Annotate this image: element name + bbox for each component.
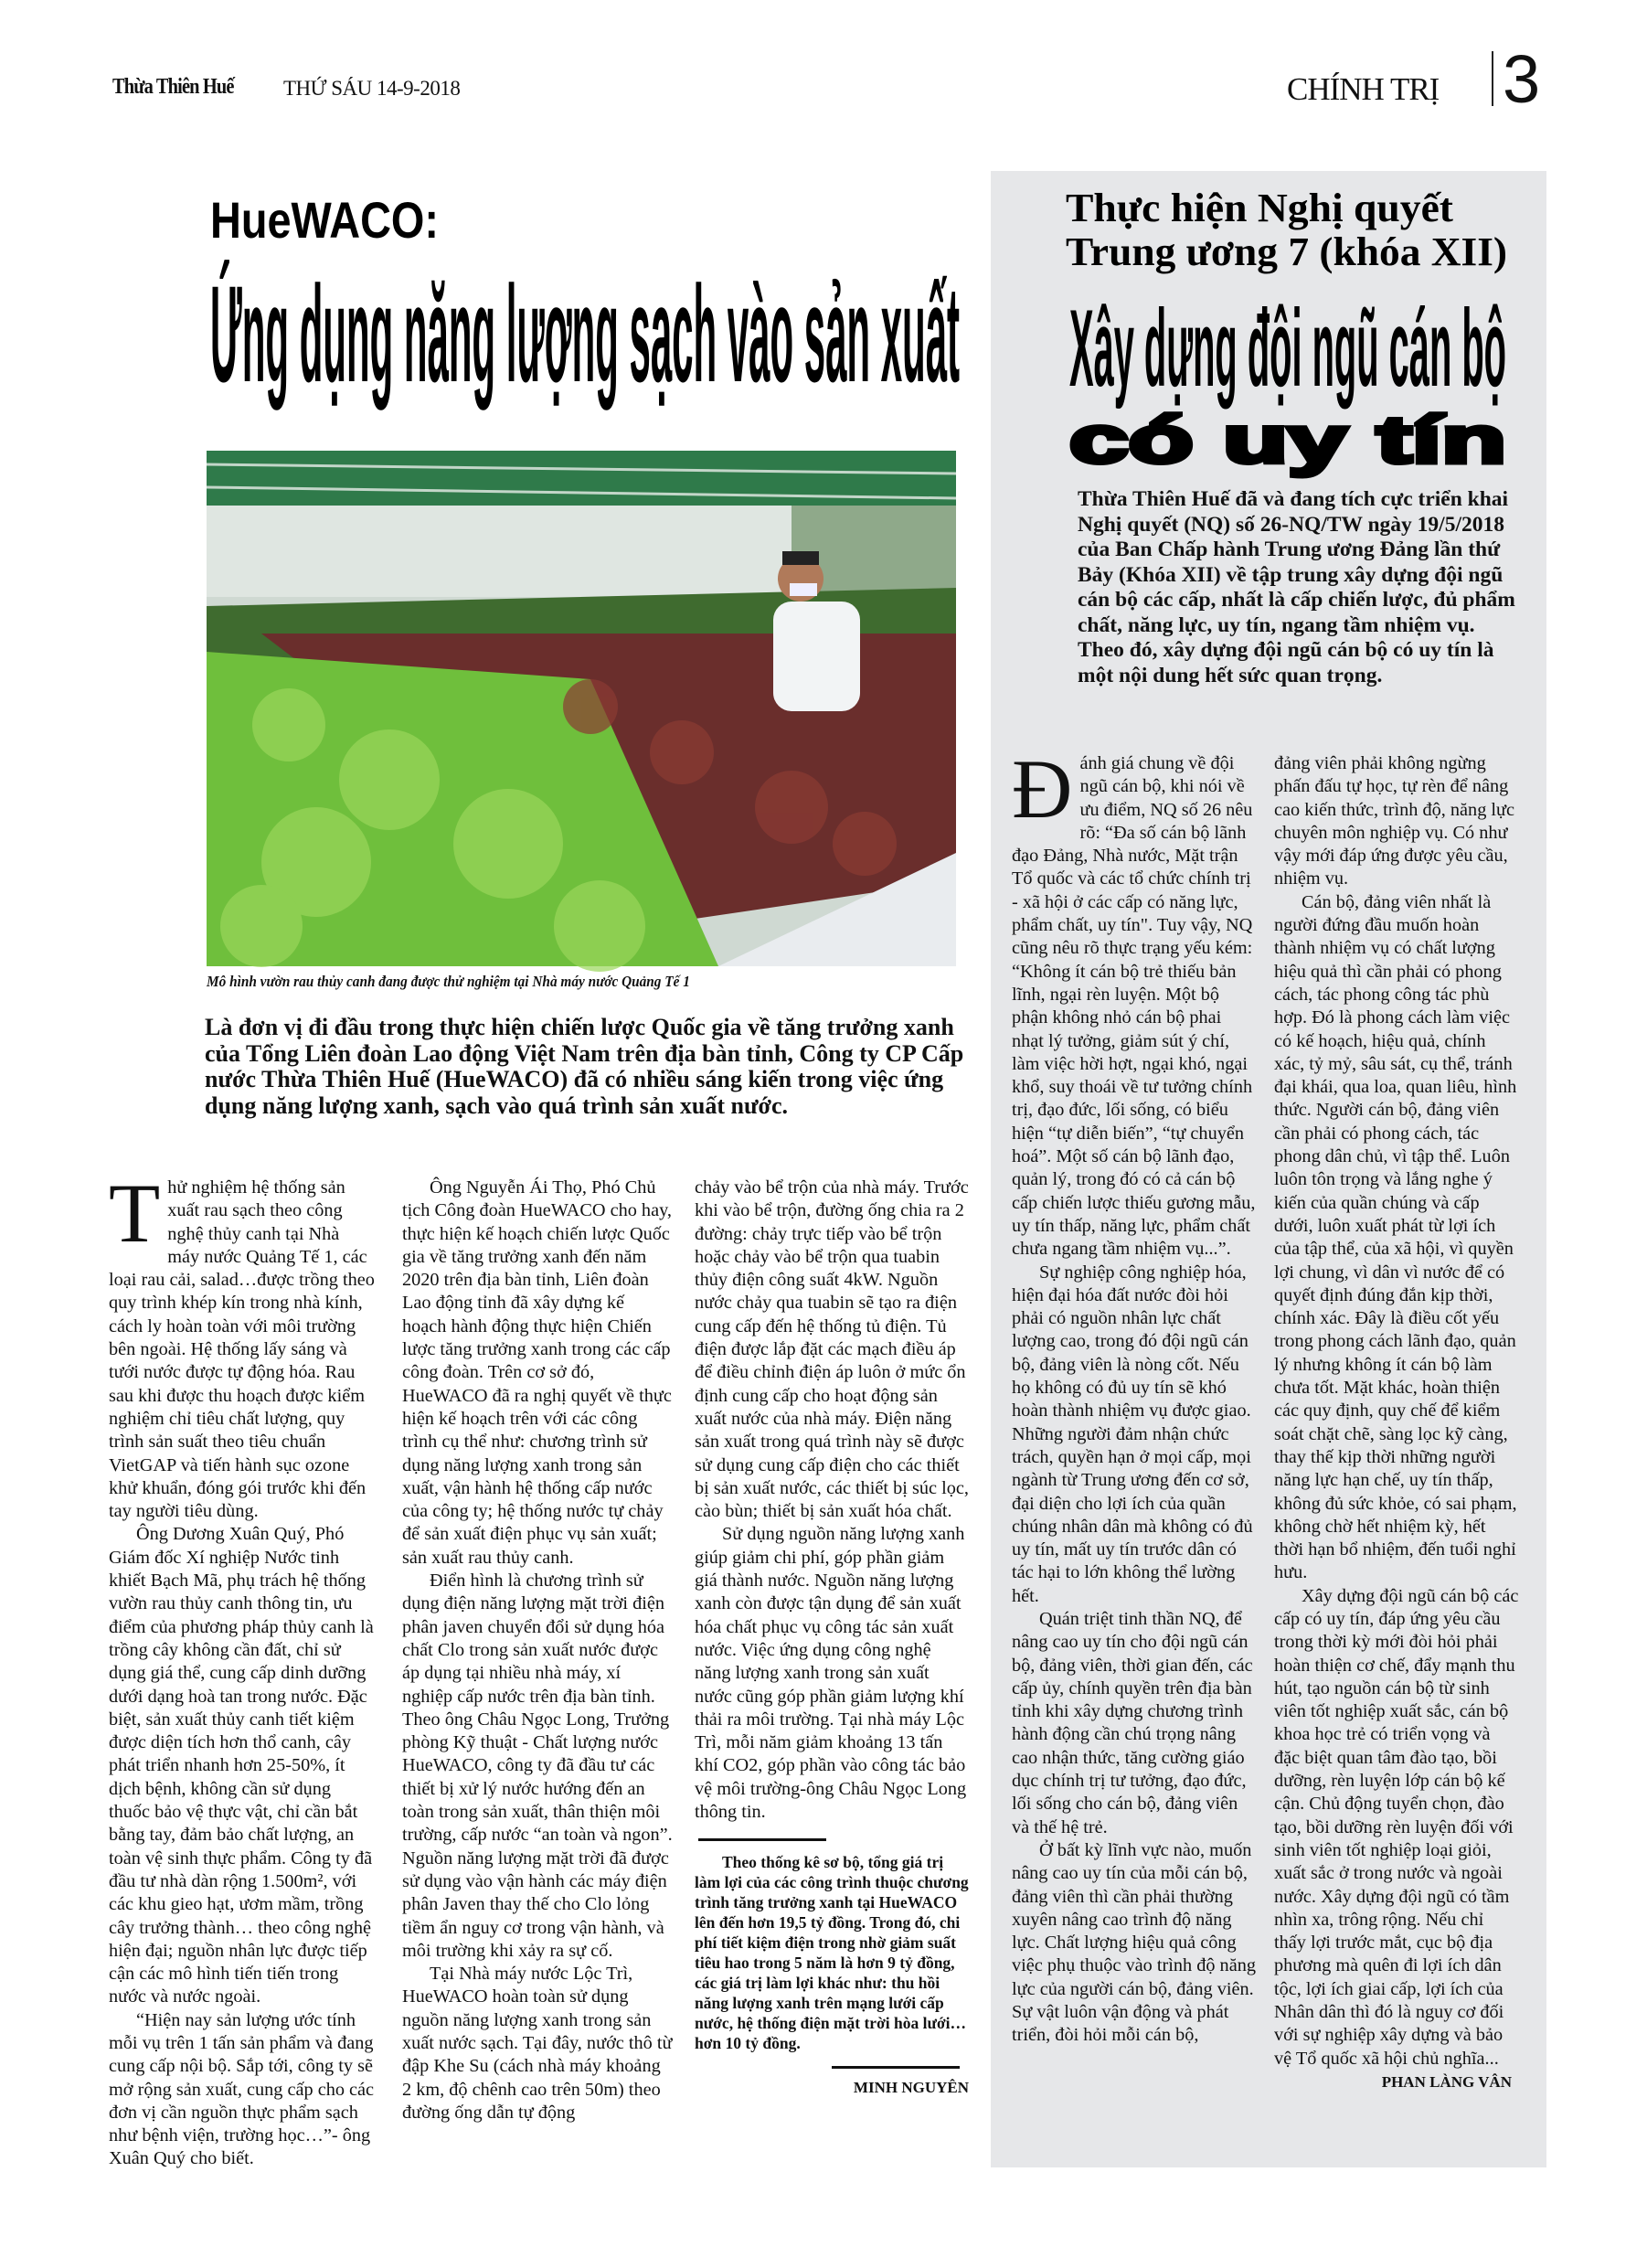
paragraph: Thử nghiệm hệ thống sản xuất rau sạch theo công nghệ thủy canh tại Nhà máy nước Quảng Tế 1, các loại rau cải, salad…được trồng theo quy trình khép kín trong nhà kính, cách ly hoàn toàn với môi trường bên ngoài. Hệ thống lấy sáng và tưới nước được tự động hóa. Rau sau khi được thu hoạch được kiểm nghiệm chỉ tiêu chất lượng, quy trình sản suất theo tiêu chuẩn VietGAP và tiến hành sục ozone khử khuẩn, đóng gói trước khi đến tay người tiêu dùng. <box>109 1166 375 1522</box>
left-kicker-text: HueWACO: <box>210 191 439 249</box>
right-headline-line-2: có uy tín <box>1069 404 1506 477</box>
right-column-2 <box>1274 752 1519 2093</box>
issue-date: THỨ SÁU 14-9-2018 <box>283 77 461 100</box>
left-column-2 <box>402 1177 673 2124</box>
paragraph: Cán bộ, đảng viên nhất là người đứng đầu muốn hoàn thành nhiệm vụ có chất lượng hiệu quả thì cần phải có phong cách, tác phong công tác phù hợp. Đó là phong cách làm việc có kế hoạch, hiệu quả, chính xác, tỷ mỷ, sâu sát, cụ thể, tránh đại khái, qua loa, quan liêu, hình thức. Người cán bộ, đảng viên cần phải có phong cách, tác phong dân chủ, vì tập thể. Luôn luôn tôn trọng và lắng nghe ý kiến của quần chúng và cấp dưới, luôn xuất phát từ lợi ích của tập thể, của xã hội, vì quyền lợi chung, vì dân vì nước để có quyết định đúng đắn kịp thời, chính xác. Đây là điều cốt yếu trong phong cách lãnh đạo, quản lý nhưng không ít cán bộ làm chưa tốt. Mặt khác, hoàn thiện các quy định, quy chế để kiểm soát chặt chẽ, sàng lọc kỹ càng, thay thế kịp thời những người năng lực hạn chế, uy tín thấp, không đủ sức khỏe, có sai phạm, không chờ hết nhiệm kỳ, hết thời hạn bổ nhiệm, đến tuổi nghỉ hưu. <box>1274 891 1517 1583</box>
paragraph: chảy vào bể trộn của nhà máy. Trước khi vào bể trộn, đường ống chia ra 2 đường: chảy trực tiếp vào bể trộn hoặc chảy vào bể trộn qua tuabin thủy điện công suất 4kW. Nguồn nước chảy qua tuabin sẽ tạo ra điện cung cấp đến hệ thống tủ điện. Tủ điện được lắp đặt các mạch điều áp để điều chỉnh điện áp luôn ở mức ổn định cung cấp cho hoạt động sản xuất nước của nhà máy. Điện năng sản xuất trong quá trình này sẽ được sử dụng cung cấp điện cho các thiết bị sản xuất nước, các thiết bị súc lọc, cào bùn; thiết bị sản xuất hóa chất. <box>695 1177 969 1522</box>
paragraph: Ông Dương Xuân Quý, Phó Giám đốc Xí nghiệp Nước tinh khiết Bạch Mã, phụ trách hệ thống vườn rau thủy canh thông tin, ưu điểm của phương pháp thủy canh là trồng cây không cần đất, chỉ sử dụng giá thể, cung cấp dinh dưỡng dưới dạng hoà tan trong nước. Đặc biệt, sản xuất thủy canh tiết kiệm được diện tích hơn thổ canh, cây phát triển nhanh hơn 25-50%, ít dịch bệnh, không cần sử dụng thuốc bảo vệ thực vật, chỉ cần bắt bằng tay, đảm bảo chất lượng, an toàn vệ sinh thực phẩm. Công ty đã đầu tư nhà dàn rộng 1.500m², với các khu gieo hạt, ươm mầm, trồng cây trưởng thành… theo công nghệ hiện đại; nguồn nhân lực được tiếp cận các mô hình tiến tiến trong nước và nước ngoài. <box>109 1524 374 2007</box>
right-headline <box>1069 283 1526 477</box>
paragraph: Đánh giá chung về đội ngũ cán bộ, khi nói về ưu điểm, NQ số 26 nêu rõ: “Đa số cán bộ lãnh đạo Đảng, Nhà nước, Mặt trận Tổ quốc và các tổ chức chính trị - xã hội ở các cấp có năng lực, phẩm chất, uy tín". Tuy vậy, NQ cũng nêu rõ thực trạng yếu kém: “Không ít cán bộ trẻ thiếu bản lĩnh, ngại rèn luyện. Một bộ phận không nhỏ cán bộ phai nhạt lý tưởng, giảm sút ý chí, làm việc hời hợt, ngại khó, ngại khổ, suy thoái về tư tưởng chính trị, đạo đức, lối sống, có biểu hiện “tự diễn biến”, “tự chuyển hoá”. Một số cán bộ lãnh đạo, quản lý, trong đó có cả cán bộ cấp chiến lược thiếu gương mẫu, uy tín thấp, năng lực, phẩm chất chưa ngang tầm nhiệm vụ...”. <box>1012 742 1256 1260</box>
photo-caption: Mô hình vườn rau thủy canh đang được thử nghiệm tại Nhà máy nước Quảng Tế 1 <box>207 973 690 990</box>
paragraph: đảng viên phải không ngừng phấn đấu tự học, tự rèn để nâng cao kiến thức, trình độ, năng lực chuyên môn nghiệp vụ. Có như vậy mới đáp ứng được yêu cầu, nhiệm vụ. <box>1274 753 1515 889</box>
left-lead: Là đơn vị đi đầu trong thực hiện chiến lược Quốc gia về tăng trưởng xanh của Tổng Liên đoàn Lao động Việt Nam trên địa bàn tỉnh, Công ty CP Cấp nước Thừa Thiên Huế (HueWACO) đã có nhiều sáng kiến trong việc ứng dụng năng lượng xanh, sạch vào quá trình sản xuất nước. <box>205 1014 964 1119</box>
right-headline-line-1: Xây dựng đội ngũ cán bộ <box>1069 287 1506 410</box>
paragraph: Ông Nguyễn Ái Thọ, Phó Chủ tịch Công đoàn HueWACO cho hay, thực hiện kế hoạch chiến lược Quốc gia về tăng trưởng xanh đến năm 2020 trên địa bàn tỉnh, Liên đoàn Lao động tỉnh đã xây dựng kế hoạch hành động thực hiện Chiến lược tăng trưởng xanh trong các cấp công đoàn. Trên cơ sở đó, HueWACO đã ra nghị quyết về thực hiện kế hoạch trên với các công trình cụ thể như: chương trình sử dụng năng lượng xanh trong sản xuất, vận hành hệ thống cấp nước của công ty; hệ thống nước tự chảy để sản xuất điện phục vụ sản xuất; sản xuất rau thủy canh. <box>402 1177 672 1568</box>
section-title: CHÍNH TRỊ <box>1287 71 1440 107</box>
header-divider <box>1492 51 1493 106</box>
right-kicker <box>1066 183 1523 274</box>
box-rule-top <box>698 1838 826 1841</box>
hydroponic-greenhouse-photo <box>207 451 956 966</box>
page-number: 3 <box>1503 41 1541 117</box>
right-column-1 <box>1012 742 1257 2048</box>
right-kicker-line-2: Trung ương 7 (khóa XII) <box>1066 229 1507 274</box>
author-byline: MINH NGUYÊN <box>853 2079 969 2097</box>
paragraph: Xây dựng đội ngũ cán bộ các cấp có uy tín, đáp ứng yêu cầu trong thời kỳ mới đòi hỏi phải hoàn thiện cơ chế, đẩy mạnh thu hút, tạo nguồn cán bộ từ sinh viên tốt nghiệp xuất sắc, cán bộ khoa học trẻ có triển vọng và đặc biệt quan tâm đào tạo, bồi dưỡng, rèn luyện lớp cán bộ kế cận. Chủ động tuyển chọn, đào tạo, bồi dưỡng rèn luyện đối với sinh viên tốt nghiệp loại giỏi, xuất sắc ở trong nước và ngoài nước. Xây dựng đội ngũ có tầm nhìn xa, trông rộng. Nếu chỉ thấy lợi trước mắt, cục bộ địa phương mà quên đi lợi ích dân tộc, lợi ích giai cấp, lợi ích của Nhân dân thì đó là nguy cơ đối với sự nghiệp xây dựng và bảo vệ Tổ quốc xã hội chủ nghĩa... <box>1274 1585 1519 2069</box>
paragraph: Quán triệt tinh thần NQ, để nâng cao uy tín cho đội ngũ cán bộ, đảng viên, thời gian đến, các cấp ủy, chính quyền trên địa bàn tỉnh khi xây dựng chương trình hành động cần chú trọng nâng cao nhận thức, tăng cường giáo dục chính trị tư tưởng, đạo đức, lối sống cho cán bộ, đảng viên và thế hệ trẻ. <box>1012 1608 1253 1837</box>
paragraph: Sử dụng nguồn năng lượng xanh giúp giảm chi phí, góp phần giảm giá thành nước. Nguồn năng lượng xanh còn được tận dụng để sản xuất hóa chất phục vụ công tác sản xuất nước. Việc ứng dụng công nghệ năng lượng xanh trong sản xuất nước cũng góp phần giảm lượng khí thải ra môi trường. Tại nhà máy Lộc Trì, mỗi năm giảm khoảng 13 tấn khí CO2, góp phần vào công tác bảo vệ môi trường-ông Châu Ngọc Long thông tin. <box>695 1524 967 1823</box>
left-kicker <box>210 191 448 249</box>
left-column-1 <box>109 1166 376 2171</box>
author-byline: PHAN LÀNG VÂN <box>1381 2072 1512 2091</box>
box-rule-bottom <box>832 2066 960 2069</box>
paragraph: Điển hình là chương trình sử dụng điện năng lượng mặt trời điện phân javen chuyển đổi sử dụng hóa chất Clo trong sản xuất nước được áp dụng tại nhiều nhà máy, xí nghiệp cấp nước trên địa bàn tỉnh. Theo ông Châu Ngọc Long, Trưởng phòng Kỹ thuật - Chất lượng nước HueWACO, công ty đã đầu tư các thiết bị xử lý nước hướng đến an toàn trong sản xuất, thân thiện môi trường, cấp nước “an toàn và ngon”. Nguồn năng lượng mặt trời đã được sử dụng vào vận hành các máy điện phân Javen thay thế cho Clo lỏng tiềm ẩn nguy cơ trong vận hành, và môi trường khi xảy ra sự cố. <box>402 1571 673 1961</box>
left-headline-text: Ứng dụng năng lượng sạch vào sản xuất <box>210 257 960 410</box>
paragraph: Tại Nhà máy nước Lộc Trì, HueWACO hoàn toàn sử dụng nguồn năng lượng xanh trong sản xuất nước sạch. Tại đây, nước thô từ đập Khe Su (cách nhà máy khoảng 2 km, độ chênh cao trên 50m) theo đường ống dẫn tự động <box>402 1964 673 2123</box>
paragraph: “Hiện nay sản lượng ước tính mỗi vụ trên 1 tấn sản phẩm và đang cung cấp nội bộ. Sắp tới, công ty sẽ mở rộng sản xuất, cung cấp cho các đơn vị cần nguồn thực phẩm sạch như bệnh viện, trường học…”- ông Xuân Quý cho biết. <box>109 2009 375 2169</box>
right-kicker-line-1: Thực hiện Nghị quyết <box>1066 186 1454 230</box>
left-column-3 <box>695 1177 969 2100</box>
paragraph: Ở bất kỳ lĩnh vực nào, muốn nâng cao uy tín của mỗi cán bộ, đảng viên thì cần phải thường xuyên nâng cao trình độ năng lực. Chất lượng hiệu quả công việc phụ thuộc vào trình độ năng lực của người cán bộ, đảng viên. Sự vật luôn vận động và phát triển, đòi hỏi mỗi cán bộ, <box>1012 1839 1256 2046</box>
stats-box: Theo thống kê sơ bộ, tổng giá trị làm lợi của các công trình thuộc chương trình tăng trưởng xanh tại HueWACO lên đến hơn 19,5 tỷ đồng. Trong đó, chi phí tiết kiệm điện trong nhờ giảm suất tiêu hao trong 5 năm là hơn 9 tỷ đồng, các giá trị làm lợi khác như: thu hồi năng lượng xanh trên mạng lưới cấp nước, hệ thống điện mặt trời hòa lưới… hơn 10 tỷ đồng. <box>695 1853 969 2053</box>
left-headline <box>210 258 969 413</box>
paragraph: Sự nghiệp công nghiệp hóa, hiện đại hóa đất nước đòi hỏi phải có nguồn nhân lực chất lượng cao, trong đó đội ngũ cán bộ, đảng viên là nòng cốt. Nếu họ không có đủ uy tín sẽ khó hoàn thành nhiệm vụ được giao. Những người đảm nhận chức trách, quyền hạn ở mọi cấp, mọi ngành từ Trung ương đến cơ sở, đại diện cho lợi ích của quần chúng nhân dân mà không có đủ uy tín, mất uy tín trước dân có tác hại to lớn không thể lường hết. <box>1012 1262 1253 1606</box>
right-lead: Thừa Thiên Huế đã và đang tích cực triển khai Nghị quyết (NQ) số 26-NQ/TW ngày 19/5/2018 của Ban Chấp hành Trung ương Đảng lần thứ Bảy (Khóa XII) về tập trung xây dựng đội ngũ cán bộ các cấp, nhất là cấp chiến lược, đủ phẩm chất, năng lực, uy tín, ngang tầm nhiệm vụ. Theo đó, xây dựng đội ngũ cán bộ có uy tín là một nội dung hết sức quan trọng. <box>1078 487 1515 687</box>
masthead: Thừa Thiên Huế <box>112 75 234 99</box>
